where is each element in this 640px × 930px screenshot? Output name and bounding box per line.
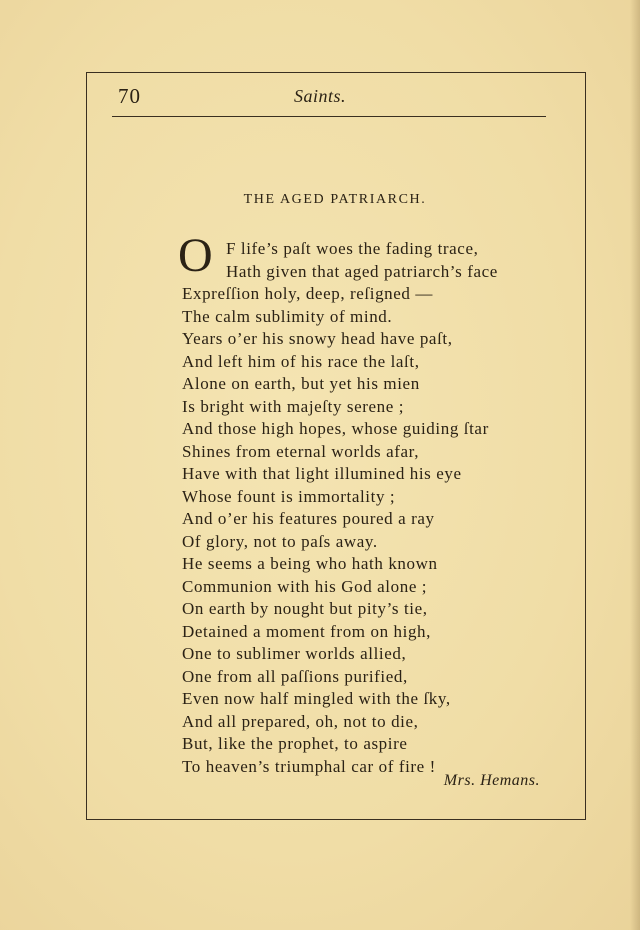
poem-line-10: Shines from eternal worlds afar, <box>182 441 420 461</box>
poem-line-18: Detained a moment from on high, <box>182 621 431 641</box>
poem-body <box>182 238 542 778</box>
poem-line-17: On earth by nought but pity’s tie, <box>182 599 428 618</box>
poem-line-15: He seems a being who hath known <box>182 554 438 573</box>
drop-cap-letter: O <box>178 229 213 282</box>
poem-title: THE AGED PATRIARCH. <box>243 192 427 207</box>
poem-line-9: And those high hopes, whose guiding ſtar <box>182 419 489 438</box>
poem-line-4: The calm sublimity of mind. <box>182 306 393 326</box>
poem-line-13: And o’er his features poured a ray <box>182 509 435 528</box>
poem-line-5: Years o’er his snowy head have paſt, <box>182 329 453 348</box>
poem-attribution: Mrs. Hemans. <box>443 772 540 789</box>
poem-line-8: Is bright with majeſty serene ; <box>182 396 405 416</box>
running-title: Saints. <box>293 86 346 106</box>
header-rule <box>112 116 546 117</box>
poem-line-22: And all prepared, oh, not to die, <box>182 711 419 731</box>
poem-line-20: One from all paſſions purified, <box>182 666 408 686</box>
poem-line-11: Have with that light illumined his eye <box>182 464 462 483</box>
page-number: 70 <box>118 84 141 108</box>
poem-line-24: To heaven’s triumphal car of fire ! <box>182 756 436 776</box>
poem-line-2: Hath given that aged patriarch’s face <box>226 261 498 281</box>
poem-line-16: Communion with his God alone ; <box>182 576 428 596</box>
poem-line-14: Of glory, not to paſs away. <box>182 531 378 551</box>
poem-line-12: Whose fount is immortality ; <box>182 486 396 506</box>
poem-line-23: But, like the prophet, to aspire <box>182 734 408 753</box>
poem-line-6: And left him of his race the laſt, <box>182 351 420 371</box>
poem-line-7: Alone on earth, but yet his mien <box>182 374 420 393</box>
poem-line-19: One to sublimer worlds allied, <box>182 644 407 663</box>
poem-line-3: Expreſſion holy, deep, reſigned — <box>182 284 433 303</box>
page-edge-shadow <box>630 0 640 930</box>
poem-line-1: F life’s paſt woes the fading trace, <box>226 239 479 258</box>
poem-line-21: Even now half mingled with the ſky, <box>182 689 451 708</box>
